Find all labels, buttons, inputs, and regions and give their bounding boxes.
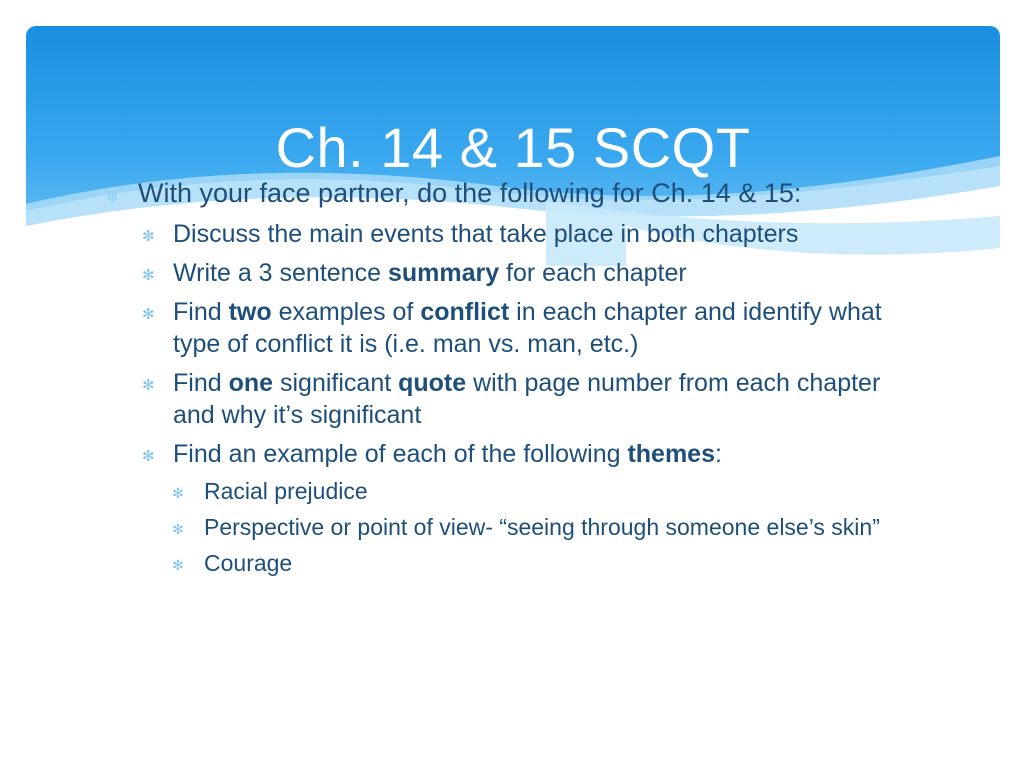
asterisk-bullet-icon: ✻ [142, 267, 155, 284]
asterisk-bullet-icon: ✻ [172, 557, 184, 573]
theme-courage [172, 549, 926, 577]
theme-racial-prejudice [172, 477, 926, 505]
theme-text: Perspective or point of view- “seeing through someone else’s skin” [204, 514, 880, 540]
task-find-quote [142, 367, 926, 431]
asterisk-bullet-icon: ✻ [106, 189, 119, 206]
task-text: for each chapter [499, 259, 687, 287]
task-text: Find [173, 298, 229, 326]
keyword-quote: quote [398, 369, 467, 397]
asterisk-bullet-icon: ✻ [142, 377, 155, 394]
task-discuss-events [142, 218, 926, 250]
task-text: Find an example of each of the following [173, 440, 628, 468]
task-text: Write a 3 sentence [173, 259, 388, 287]
task-text: in each chapter and identify what type of conflict it is (i.e. man vs. man, etc.) [173, 298, 882, 358]
task-text: significant [273, 369, 399, 397]
asterisk-bullet-icon: ✻ [142, 306, 155, 323]
keyword-two: two [228, 298, 272, 326]
task-text: with page number from each chapter and why it’s significant [173, 369, 881, 429]
asterisk-bullet-icon: ✻ [142, 448, 155, 465]
intro-text: With your face partner, do the following for Ch. 14 & 15: [138, 178, 802, 208]
theme-text: Racial prejudice [204, 478, 368, 504]
task-find-themes [142, 438, 926, 470]
task-text: : [715, 440, 722, 468]
asterisk-bullet-icon: ✻ [172, 521, 184, 537]
keyword-one: one [228, 369, 274, 397]
keyword-summary: summary [387, 259, 500, 287]
slide-content [106, 177, 926, 585]
task-text: Find [173, 369, 229, 397]
task-write-summary [142, 257, 926, 289]
slide-title: Ch. 14 & 15 SCQT [275, 115, 751, 179]
asterisk-bullet-icon: ✻ [172, 485, 184, 501]
theme-text: Courage [204, 550, 293, 576]
asterisk-bullet-icon: ✻ [142, 228, 155, 245]
theme-perspective [172, 513, 926, 541]
keyword-themes: themes [627, 440, 715, 468]
keyword-conflict: conflict [420, 298, 510, 326]
task-text: examples of [271, 298, 421, 326]
task-text: Discuss the main events that take place in both chapters [173, 220, 799, 248]
intro-bullet [106, 177, 926, 210]
task-find-conflict [142, 296, 926, 360]
